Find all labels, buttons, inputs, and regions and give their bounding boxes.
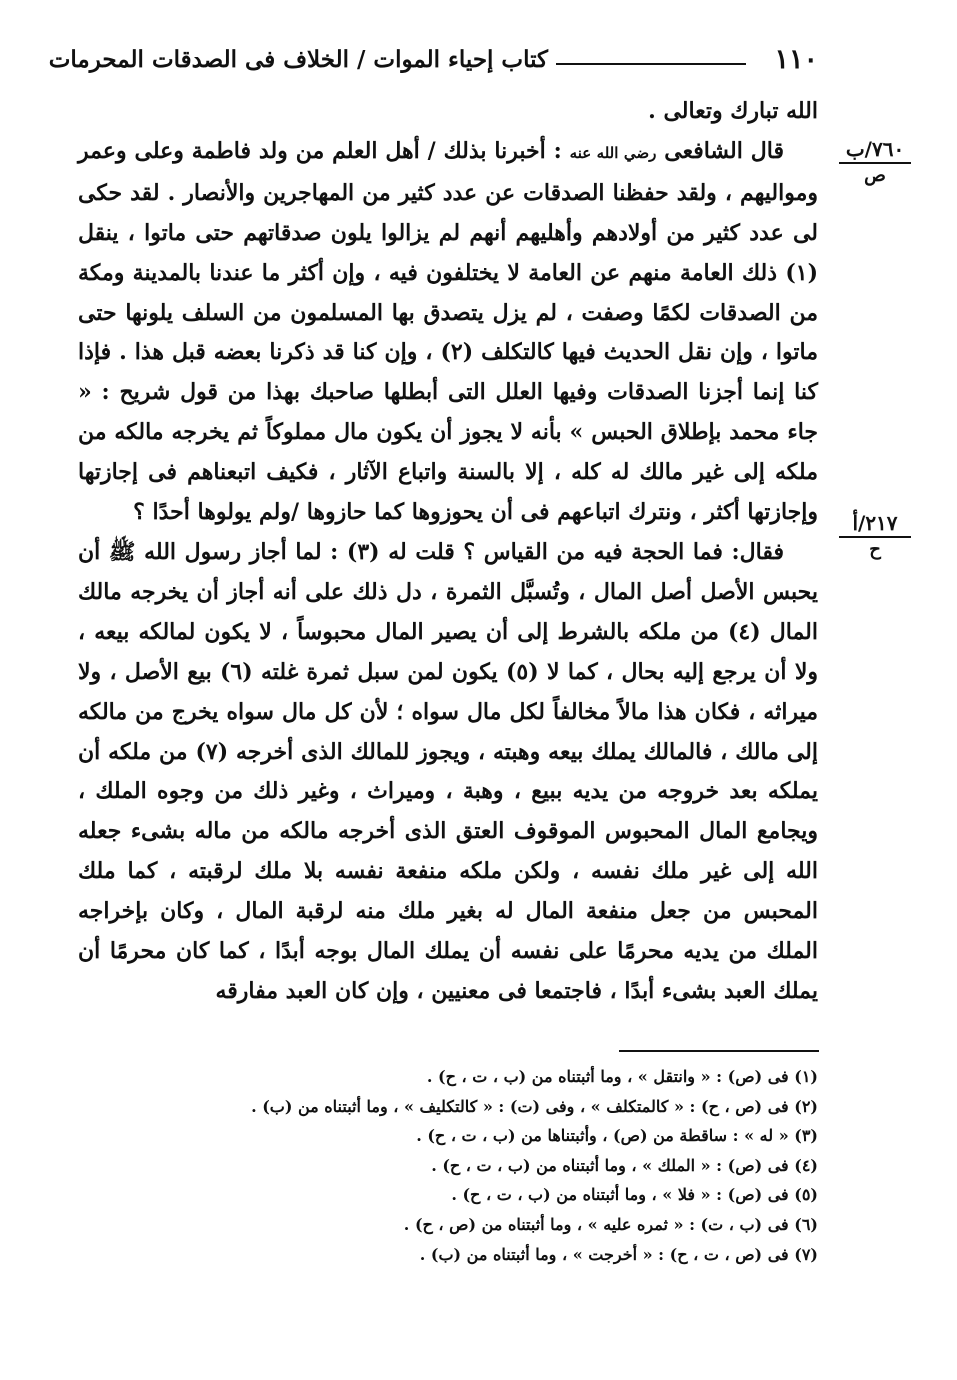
margin-rule bbox=[839, 536, 911, 538]
paragraph-text: : فما الحجة فيه من القياس ؟ قلت له (٣) : لما أجاز رسول الله ﷺ أن يحبس الأصل أصل المال ، وتُسبَّل الثمرة ، دل ذلك على أنه أجاز أن يخرجه مالك المال (٤) من ملكه بالشرط إلى أن يصير المال محبوساً ، لا يكون لمالكه بيعه ، ولا أن يرجع إليه بحال ، كما لا (٥) يكون لمن سبل ثمرة غلته (٦) بيع الأصل ، ولا ميراثه ، فكان هذا مالاً مخالفاً لكل مال سواه ؛ لأن كل مال سواه يخرج من مالكه إلى مالك ، فالمالك يملك بيعه وهبته ، ويجوز للمالك الذى أخرجه (٧) من ملكه أن يملكه بعد خروجه من يديه ببيع ، وهبة ، وميراث ، وغير ذلك من وجوه الملك ، ويجامع المال المحبوس الموقوف العتق الذى أخرجه مالكه من ماله بشىء جعله الله إلى غير ملك نفسه ، ولكن ملكه منفعة نفسه بلا ملك لرقبته ، كما ملك المحبس من جعل منفعة المال له بغير ملك منه لرقبة المال ، وكان بإخراجه الملك من يديه محرمًا على نفسه أن يملك المال بوجه أبدًا ، كما كان محرمًا أن يملك العبد بشىء أبدًا ، فاجتمعا فى معنيين ، وإن كان العبد مفارقه bbox=[78, 538, 819, 1004]
footnote: (١) فى (ص) : « وانتقل » ، وما أثبتناه من (ب ، ت ، ح) . bbox=[426, 1067, 818, 1086]
footnote-separator bbox=[619, 1050, 819, 1052]
speaker-label: فقال bbox=[739, 538, 784, 565]
margin-note-ms-sad bbox=[835, 138, 915, 186]
margin-ms-siglum: ص bbox=[864, 165, 886, 186]
footnote: (٢) فى (ص ، ح) : « كالمتكلف » ، وفى (ت) : « كالتكليف » ، وما أثبتناه من (ب) . bbox=[251, 1096, 818, 1116]
margin-folio-ref: ٢١٧/أ bbox=[852, 511, 898, 535]
main-text bbox=[78, 92, 818, 1012]
running-title: كتاب إحياء الموات / الخلاف فى الصدقات المحرمات bbox=[48, 46, 548, 73]
running-header bbox=[48, 44, 818, 84]
header-rule bbox=[556, 63, 746, 65]
blessing-glyph: رضي الله عنه bbox=[569, 143, 657, 162]
paragraph-text: : أخبرنا بذلك / أهل العلم من ولد فاطمة وعلى وعمر ومواليهم ، ولقد حفظنا الصدقات عن عدد كثير من المهاجرين والأنصار . لقد حكى لى عدد كثير من أولادهم وأهليهم أنهم لم يزالوا يلون صدقاتهم حتى ماتوا ، ينقل (١) ذلك العامة منهم عن العامة لا يختلفون فيه ، وإن أكثر ما عندنا بالمدينة ومكة من الصدقات لكمًا وصفت ، لم يزل يتصدق بها المسلمون من السلف يلونها حتى ماتوا ، وإن نقل الحديث فيها كالتكلف (٢) ، وإن كنا قد ذكرنا بعضه قبل هذا . فإذا كنا إنما أجزنا الصدقات وفيها العلل التى أبطلها صاحبك بهذا من قول شريح : « جاء محمد بإطلاق الحبس » بأنه لا يجوز أن يكون مال مملوكاً ثم يخرجه مالكه من ملكه إلى غير مالك له كله ، إلا بالسنة واتباع الآثار ، فكيف اتبعناهم فى إجازتها وإجازتها أكثر ، ونترك اتباعهم فى أن يحوزوها كما حازوها /ولم يولوها أحدًا ؟ bbox=[78, 137, 819, 526]
paragraph-opening: الله تبارك وتعالى . bbox=[648, 98, 818, 124]
footnote: (٧) فى (ص ، ت ، ح) : « أخرجت » ، وما أثبتناه من (ب) . bbox=[419, 1244, 818, 1264]
margin-folio-ref: ٧٦٠/ب bbox=[845, 137, 905, 161]
margin-note-ms-ha bbox=[835, 512, 915, 560]
footnote: (٤) فى (ص) : « الملك » ، وما أثبتناه من (ب ، ت ، ح) . bbox=[431, 1155, 818, 1175]
margin-ms-siglum: ح bbox=[869, 539, 881, 560]
footnote: (٣) « له » : ساقطة من (ص) ، وأثبتناها من (ب ، ت ، ح) . bbox=[416, 1126, 818, 1146]
page-number: ١١٠ bbox=[774, 44, 818, 75]
paragraph-qiyas bbox=[78, 533, 818, 1012]
footnotes bbox=[78, 1062, 818, 1269]
speaker-label: قال الشافعى bbox=[664, 137, 784, 164]
margin-rule bbox=[839, 162, 911, 164]
footnote: (٦) فى (ب ، ت) : « ثمره عليه » ، وما أثبتناه من (ص ، ح) . bbox=[403, 1214, 818, 1234]
paragraph-shafii bbox=[78, 132, 818, 533]
footnote: (٥) فى (ص) : « فلا » ، وما أثبتناه من (ب ، ت ، ح) . bbox=[451, 1185, 818, 1205]
